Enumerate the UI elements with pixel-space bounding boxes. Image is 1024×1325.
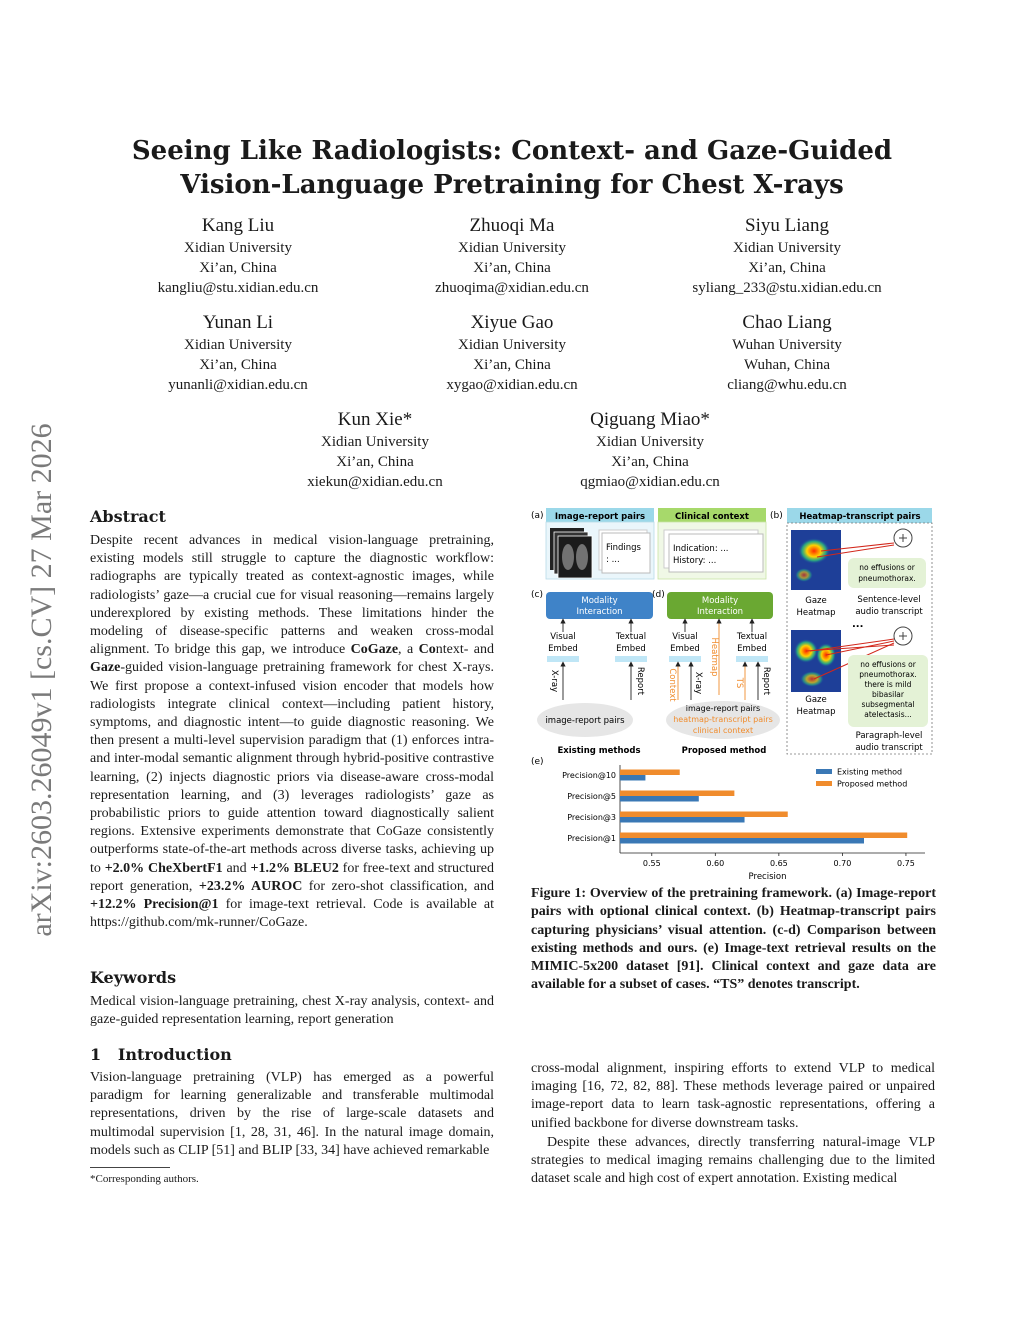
bar-proposed bbox=[620, 833, 907, 839]
intro-paragraph-2: cross-modal alignment, inspiring efforts to extend VLP to medical imaging [16, 72, 82, 88]. These methods leverage paired or unpaired image-report data to learn task-agnostic representations, offering a unified backbone for diverse downstream tasks. bbox=[531, 1061, 935, 1131]
author bbox=[500, 408, 800, 492]
category-label: Precision@1 bbox=[567, 834, 616, 843]
intro-paragraph-1: Vision-language pretraining (VLP) has emerged as a powerful paradigm for learning generalizable and transferable multimodal representations, driven by the rise of large-scale datasets and multimodal supervision [1, 28, 31, 46]. In the natural image domain, models such as CLIP [51] and BLIP [33, 34] have achieved remarkable bbox=[90, 1070, 494, 1158]
x-tick-label: 0.55 bbox=[642, 859, 661, 868]
author-name: Qiguang Miao* bbox=[590, 409, 710, 430]
xray-label-c: X-ray bbox=[549, 669, 559, 693]
author bbox=[362, 214, 662, 298]
visual-embed-bar-d bbox=[669, 656, 701, 662]
clinical-context-title: Clinical context bbox=[675, 512, 749, 522]
panel-a-label: (a) bbox=[531, 511, 544, 521]
pairs-d-line-1: image-report pairs bbox=[685, 704, 761, 713]
intro-section bbox=[90, 1045, 494, 1160]
long-transcript-line: no effusions or bbox=[860, 660, 916, 669]
author-name: Kang Liu bbox=[201, 215, 275, 236]
author-affil: Xidian University bbox=[733, 240, 841, 256]
author-loc: Xi’an, China bbox=[473, 357, 551, 373]
panel-c-label: (c) bbox=[531, 590, 543, 600]
author-loc: Xi’an, China bbox=[336, 454, 414, 470]
textual-embed-d-1: Textual bbox=[736, 632, 768, 642]
footnote-rule bbox=[90, 1167, 170, 1168]
author-email[interactable]: qgmiao@xidian.edu.cn bbox=[580, 474, 720, 490]
author-loc: Xi’an, China bbox=[473, 260, 551, 276]
paragraph-level-label-1: Paragraph-level bbox=[855, 731, 923, 741]
author-loc: Xi’an, China bbox=[748, 260, 826, 276]
intro-paragraph-3: Despite these advances, directly transferring natural-image VLP strategies to medical imaging remains challenging due to the limited dataset scale and high cost of expert annotation. Existing medical bbox=[531, 1135, 935, 1187]
gaze-label-2a: Gaze bbox=[805, 695, 827, 705]
category-label: Precision@3 bbox=[567, 813, 616, 822]
x-tick-label: 0.65 bbox=[769, 859, 788, 868]
report-label-d: Report bbox=[761, 666, 771, 696]
long-transcript-line: there is mild bbox=[864, 680, 912, 689]
short-transcript-line-2: pneumothorax. bbox=[858, 574, 916, 583]
long-transcript-line: bibasilar bbox=[872, 690, 904, 699]
intro-heading: 1 Introduction bbox=[90, 1045, 232, 1064]
author-name: Chao Liang bbox=[742, 312, 832, 333]
panel-e-label: (e) bbox=[531, 757, 544, 767]
author bbox=[637, 311, 937, 395]
proposed-method-label: Proposed method bbox=[681, 746, 767, 756]
long-transcript-line: atelectasis... bbox=[864, 710, 912, 719]
pairs-d-line-2: heatmap-transcript pairs bbox=[673, 715, 773, 724]
lung-right bbox=[576, 544, 588, 570]
author-affil: Xidian University bbox=[184, 240, 292, 256]
textual-embed-bar-d bbox=[736, 656, 768, 662]
bar-proposed bbox=[620, 812, 788, 818]
sentence-level-label-2: audio transcript bbox=[855, 607, 923, 617]
lung-left bbox=[562, 544, 574, 570]
author-affil: Wuhan University bbox=[732, 337, 842, 353]
author bbox=[88, 214, 388, 298]
abstract-heading: Abstract bbox=[90, 507, 166, 526]
author bbox=[225, 408, 525, 492]
bar-existing bbox=[620, 838, 864, 844]
pairs-d-line-3: clinical context bbox=[692, 726, 754, 735]
category-label: Precision@5 bbox=[567, 792, 616, 801]
abstract-section bbox=[90, 507, 494, 932]
author-email[interactable]: kangliu@stu.xidian.edu.cn bbox=[157, 280, 319, 296]
abstract-text: Despite recent advances in medical vision-language pretraining, existing models still struggle to capture the diagnostic workflow: radiographs are typically treated as context-agnostic images, while radiologists’ gaze—a crucial cue for visual reasoning—remains largely underexplored by existing methods. These limitations hinder the modeling of disease-specific patterns and weaken cross-modal alignment. To bridge this gap, we introduce CoGaze, a Context- and Gaze-guided vision-language pretraining framework for chest X-rays. We first propose a context-infused vision encoder that models how radiologists integrate clinical context—including patient history, symptoms, and diagnostic intent—to guide diagnostic reasoning. We then present a multi-level supervision paradigm that (1) enforces intra- and inter-modal semantic alignment through hybrid-positive contrastive learning, (2) injects diagnostic priors via disease-aware cross-modal representation learning, and (3) leverages radiologists’ gaze as probabilistic priors to guide attention toward diagnostically salient regions. Extensive experiments demonstrate that CoGaze consistently outperforms state-of-the-art methods across diverse tasks, achieving up to +2.0% CheXbertF1 and +1.2% BLEU2 for free-text and structured report generation, +23.2% AUROC for zero-shot classification, and +12.2% Precision@1 for image-text retrieval. Code is available at https://github.com/mk-runner/CoGaze. bbox=[90, 533, 495, 931]
author-email[interactable]: xygao@xidian.edu.cn bbox=[446, 377, 578, 393]
mi-d-line-2: Interaction bbox=[696, 607, 744, 617]
footnote: *Corresponding authors. bbox=[90, 1173, 199, 1185]
author-name: Siyu Liang bbox=[745, 215, 829, 236]
indication-text: Indication: ... bbox=[673, 544, 729, 554]
ellipsis: ... bbox=[852, 619, 864, 630]
bar-existing bbox=[620, 775, 645, 781]
history-text: History: ... bbox=[673, 556, 717, 566]
gaze-label-1a: Gaze bbox=[805, 596, 827, 606]
panel-b-label: (b) bbox=[770, 511, 783, 521]
ts-label-d: TS bbox=[734, 677, 744, 689]
author-email[interactable]: syliang_233@stu.xidian.edu.cn bbox=[692, 280, 882, 296]
paper-title bbox=[0, 134, 1024, 202]
bar-proposed bbox=[620, 770, 680, 776]
author-loc: Xi’an, China bbox=[611, 454, 689, 470]
xray-label-d: X-ray bbox=[693, 671, 703, 695]
sentence-level-label-1: Sentence-level bbox=[857, 595, 921, 605]
title-line-2: Vision-Language Pretraining for Chest X-rays bbox=[180, 170, 844, 200]
heatmap-label-d: Heatmap bbox=[709, 637, 719, 677]
visual-embed-c-1: Visual bbox=[550, 632, 576, 642]
author bbox=[637, 214, 937, 298]
title-line-1: Seeing Like Radiologists: Context- and Gaze-Guided bbox=[131, 136, 893, 166]
author-affil: Xidian University bbox=[458, 337, 566, 353]
author-affil: Xidian University bbox=[458, 240, 566, 256]
context-label-d: Context bbox=[667, 668, 677, 702]
bar-existing bbox=[620, 796, 699, 802]
mi-c-line-2: Interaction bbox=[576, 607, 623, 617]
existing-methods-label: Existing methods bbox=[557, 746, 641, 756]
legend-label: Proposed method bbox=[837, 779, 908, 789]
image-report-pairs-title: Image-report pairs bbox=[554, 512, 646, 522]
panel-d-label: (d) bbox=[652, 590, 665, 600]
visual-embed-d-2: Embed bbox=[670, 644, 700, 654]
bar-existing bbox=[620, 817, 745, 823]
heatmap-transcript-title: Heatmap-transcript pairs bbox=[799, 512, 921, 522]
author-affil: Xidian University bbox=[596, 434, 704, 450]
figure-svg bbox=[530, 505, 940, 882]
keywords-text: Medical vision-language pretraining, chest X-ray analysis, context- and gaze-guided representation learning, report generation bbox=[90, 994, 494, 1028]
author-affil: Xidian University bbox=[321, 434, 429, 450]
findings-text: Findings bbox=[606, 543, 641, 553]
heatmap-2-hotspot-3 bbox=[800, 671, 824, 687]
arxiv-stamp bbox=[12, 400, 72, 960]
keywords-section bbox=[90, 968, 494, 1029]
heatmap-1-hotspot-2 bbox=[795, 568, 813, 582]
mi-d-line-1: Modality bbox=[701, 596, 739, 606]
keywords-heading: Keywords bbox=[90, 968, 177, 987]
short-transcript-line-1: no effusions or bbox=[859, 563, 915, 572]
figure-caption: Figure 1: Overview of the pretraining framework. (a) Image-report pairs with optional clinical context. (b) Heatmap-transcript pairs capturing physicians’ visual attention. (c-d) Comparison between existing methods and ours. (e) Image-text retrieval results on the MIMIC-5x200 dataset [91]. Clinical context and gaze data are available for a subset of cases. “TS” denotes transcript. bbox=[531, 886, 936, 993]
arxiv-id: arXiv:2603.26049v1 [cs.CV] 27 Mar 2026 bbox=[25, 423, 58, 937]
author-loc: Xi’an, China bbox=[199, 260, 277, 276]
pairs-c-label: image-report pairs bbox=[545, 716, 625, 726]
author-name: Yunan Li bbox=[202, 312, 274, 333]
author-affil: Xidian University bbox=[184, 337, 292, 353]
figure-1 bbox=[530, 505, 940, 882]
retrieval-chart bbox=[562, 765, 925, 882]
author-email[interactable]: zhuoqima@xidian.edu.cn bbox=[435, 280, 589, 296]
long-transcript-line: subsegmental bbox=[861, 700, 915, 709]
paragraph-level-label-2: audio transcript bbox=[855, 743, 923, 753]
author-email[interactable]: yunanli@xidian.edu.cn bbox=[168, 377, 308, 393]
gaze-label-2b: Heatmap bbox=[796, 707, 836, 717]
textual-embed-c-1: Textual bbox=[615, 632, 647, 642]
x-tick-label: 0.60 bbox=[706, 859, 725, 868]
visual-embed-bar-c bbox=[547, 656, 579, 662]
bar-proposed bbox=[620, 791, 734, 797]
mi-c-line-1: Modality bbox=[581, 596, 618, 606]
author-name: Xiyue Gao bbox=[470, 312, 554, 333]
x-tick-label: 0.75 bbox=[897, 859, 915, 868]
legend-label: Existing method bbox=[837, 767, 903, 777]
x-tick-label: 0.70 bbox=[833, 859, 852, 868]
author bbox=[362, 311, 662, 395]
legend-swatch bbox=[816, 769, 832, 774]
author-loc: Xi’an, China bbox=[199, 357, 277, 373]
visual-embed-c-2: Embed bbox=[548, 644, 578, 654]
textual-embed-bar-c bbox=[615, 656, 647, 662]
findings-dots: : ... bbox=[606, 555, 620, 565]
author-name: Zhuoqi Ma bbox=[469, 215, 555, 236]
author-name: Kun Xie* bbox=[337, 409, 413, 430]
textual-embed-d-2: Embed bbox=[737, 644, 767, 654]
textual-embed-c-2: Embed bbox=[616, 644, 646, 654]
x-axis-label: Precision bbox=[748, 872, 787, 882]
gaze-label-1b: Heatmap bbox=[796, 608, 836, 618]
author-email[interactable]: xiekun@xidian.edu.cn bbox=[307, 474, 443, 490]
author-email[interactable]: cliang@whu.edu.cn bbox=[727, 377, 847, 393]
author bbox=[88, 311, 388, 395]
report-label-c: Report bbox=[635, 666, 645, 696]
long-transcript-line: pneumothorax. bbox=[859, 670, 917, 679]
legend-swatch bbox=[816, 781, 832, 786]
report-card-front bbox=[602, 533, 650, 573]
category-label: Precision@10 bbox=[562, 771, 616, 780]
visual-embed-d-1: Visual bbox=[672, 632, 698, 642]
author-loc: Wuhan, China bbox=[743, 357, 831, 373]
